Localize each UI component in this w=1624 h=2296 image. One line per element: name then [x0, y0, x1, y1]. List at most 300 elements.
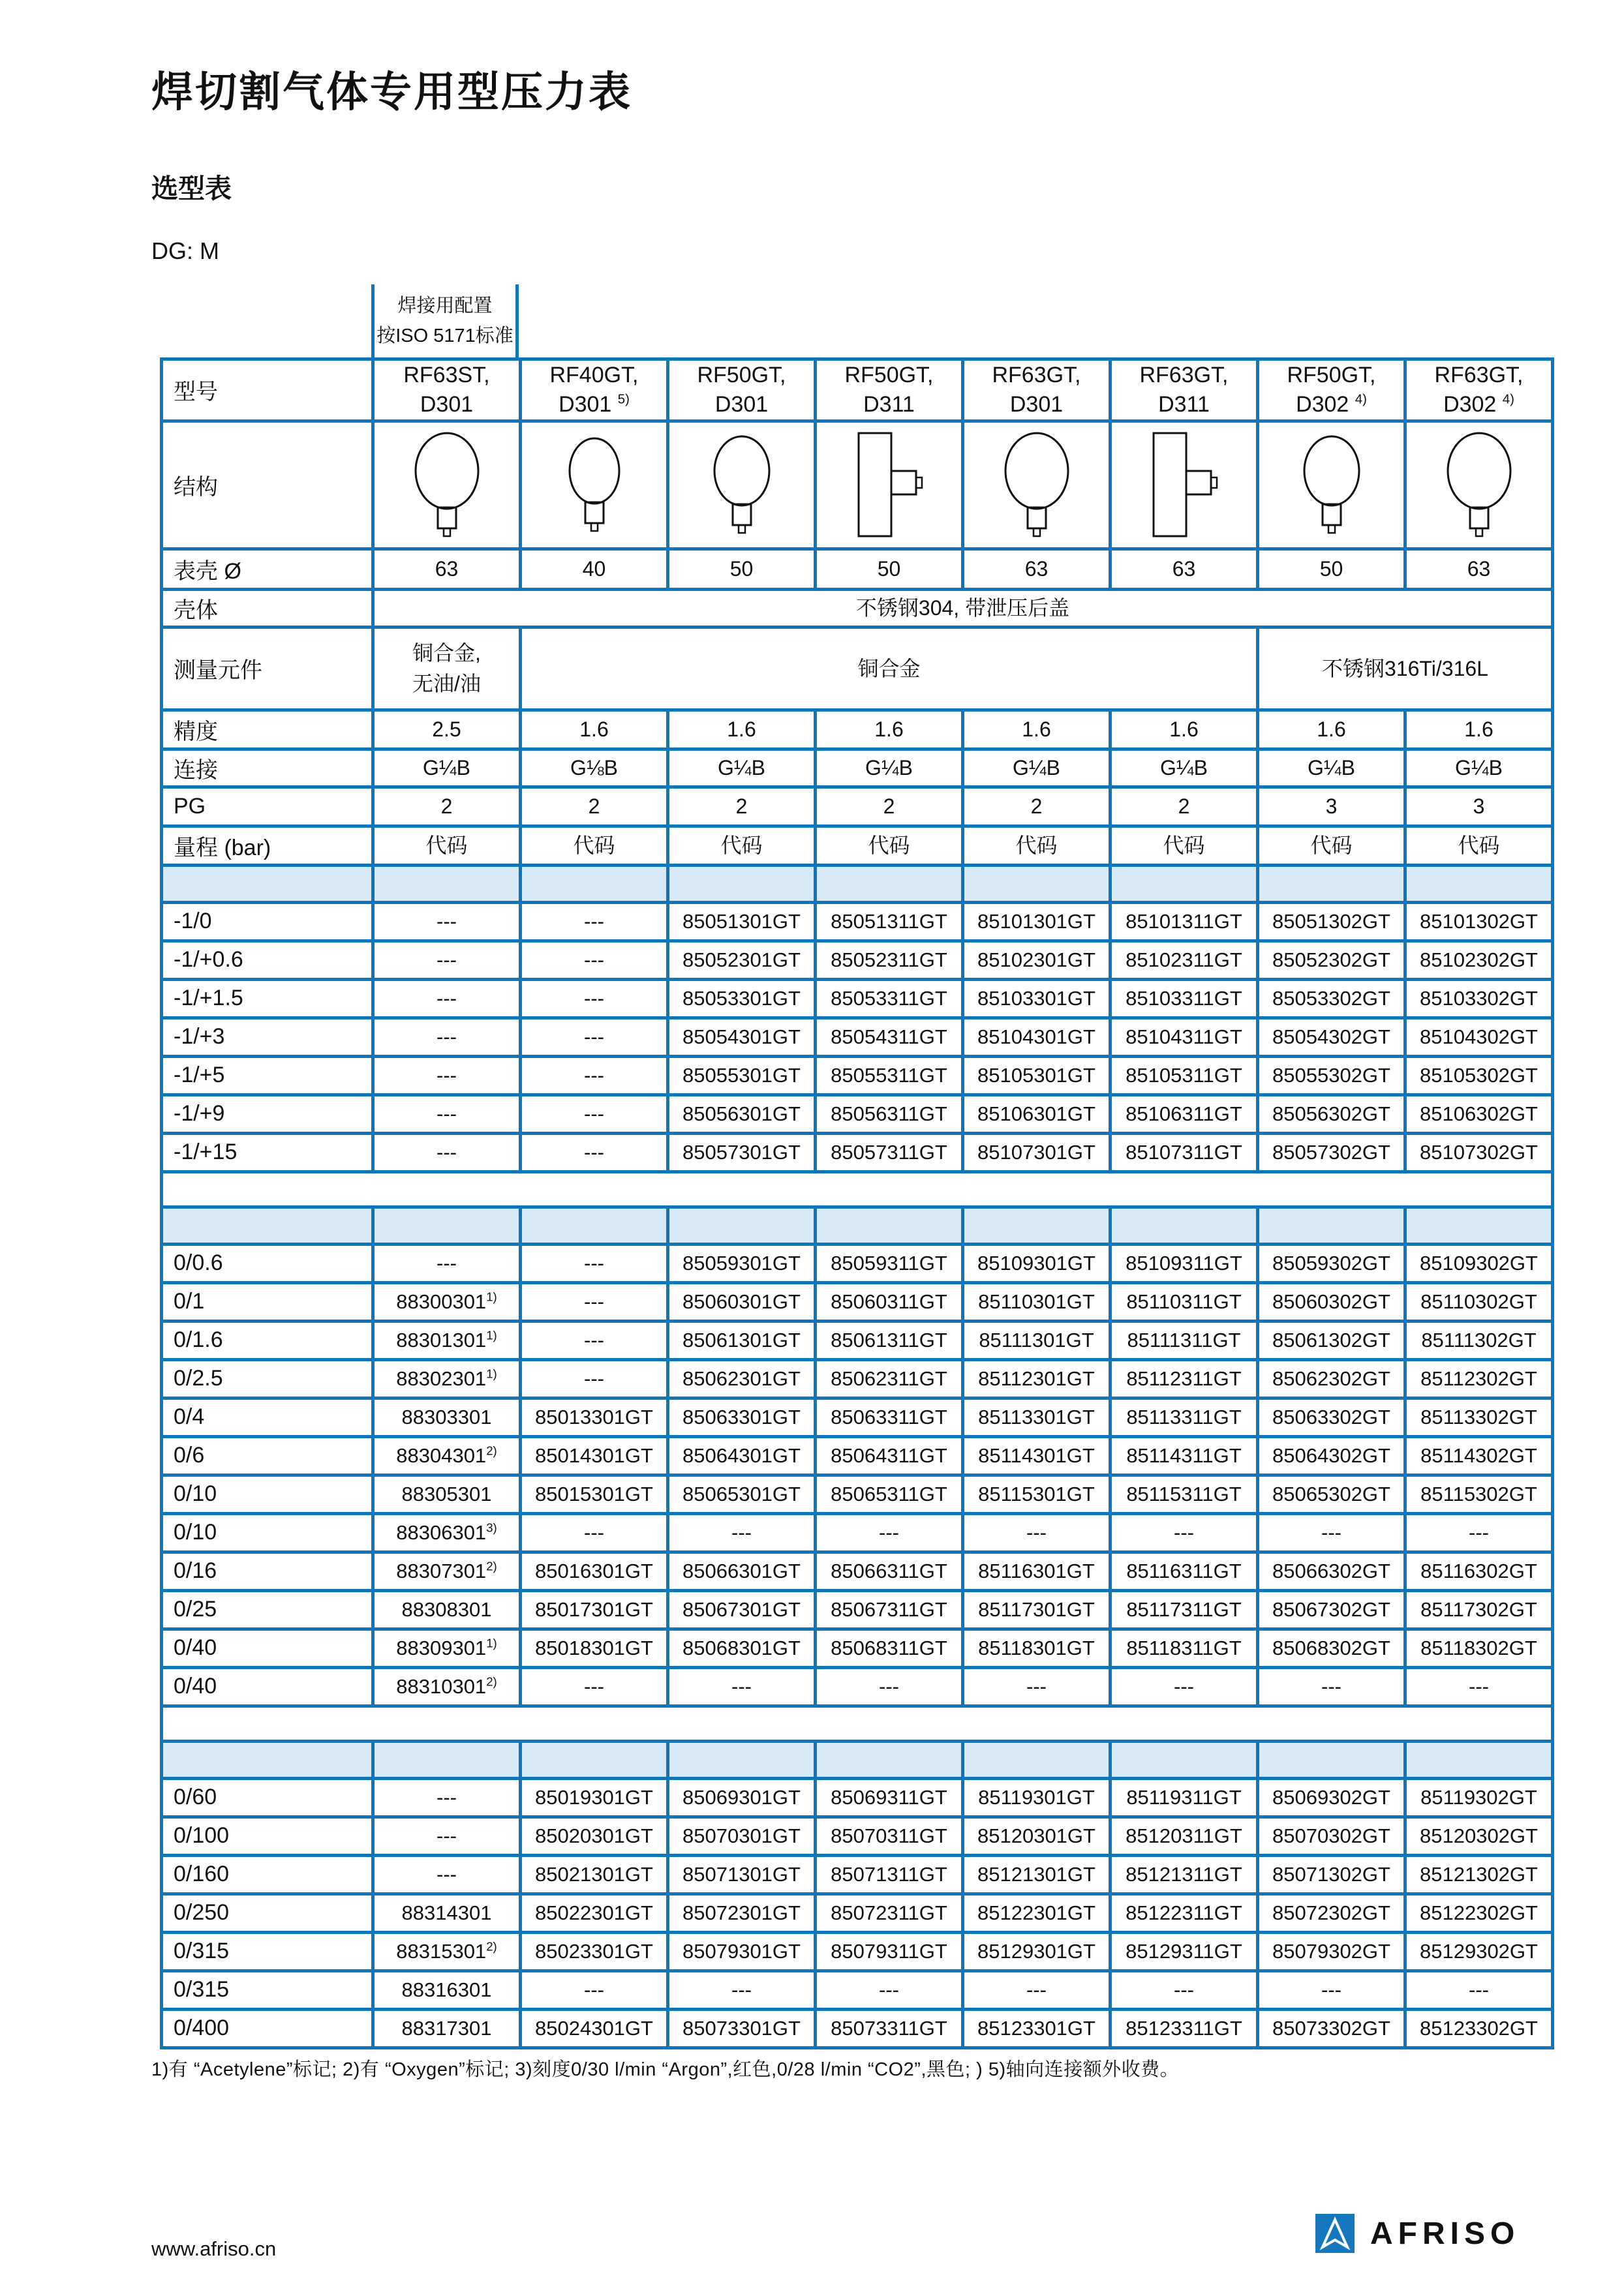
code-cell: 85105301GT: [963, 1056, 1111, 1095]
code-cell: ---: [373, 1817, 521, 1855]
code-cell: ---: [521, 941, 668, 979]
spec-row: [162, 787, 1553, 826]
spec-cell-merged: 铜合金: [521, 627, 1258, 710]
code-cell: 85017301GT: [521, 1590, 668, 1629]
spec-cell: G⅛B: [521, 749, 668, 787]
code-cell: 85024301GT: [521, 2009, 668, 2047]
code-cell: 85071302GT: [1258, 1855, 1405, 1894]
code-cell: 85051302GT: [1258, 902, 1405, 941]
code-cell: 85117301GT: [963, 1590, 1111, 1629]
brand-name: AFRISO: [1370, 2216, 1520, 2251]
code-cell: 85055311GT: [816, 1056, 963, 1095]
table-row: [162, 1778, 1553, 1817]
band-cell: [963, 1207, 1111, 1244]
table-row: [162, 1133, 1553, 1171]
afriso-arrow-icon: [1315, 2214, 1355, 2253]
code-cell: ---: [1111, 1971, 1258, 2009]
code-cell: 85052311GT: [816, 941, 963, 979]
spec-cell: 1.6: [521, 710, 668, 749]
structure-cell: [963, 421, 1111, 549]
code-cell: 88316301: [373, 1971, 521, 2009]
gauge-front-view-icon: [673, 425, 810, 544]
model-cell: RF63GT, D301: [963, 359, 1111, 421]
spec-cell: 代码: [1111, 826, 1258, 865]
gauge-front-view-icon: [1411, 425, 1548, 544]
band-cell: [373, 1741, 521, 1778]
table-row: [162, 1398, 1553, 1436]
range-cell: 0/0.6: [162, 1244, 373, 1282]
code-cell: 88305301: [373, 1475, 521, 1513]
band-cell: [162, 1741, 373, 1778]
code-cell: 85073311GT: [816, 2009, 963, 2047]
band-cell: [162, 865, 373, 902]
code-cell: 88315301$^{2)}$: [373, 1932, 521, 1971]
code-cell: 85053302GT: [1258, 979, 1405, 1018]
gauge-front-view-icon: [378, 425, 515, 544]
table-row: [162, 1552, 1553, 1590]
structure-cell: [521, 421, 668, 549]
table-row: [162, 1018, 1553, 1056]
code-cell: 85105311GT: [1111, 1056, 1258, 1095]
range-cell: -1/+5: [162, 1056, 373, 1095]
code-cell: 88308301: [373, 1590, 521, 1629]
spec-cell: 1.6: [963, 710, 1111, 749]
code-cell: 85054301GT: [668, 1018, 816, 1056]
range-cell: 0/100: [162, 1817, 373, 1855]
code-cell: ---: [1405, 1971, 1553, 2009]
code-cell: 85123302GT: [1405, 2009, 1553, 2047]
code-cell: ---: [1405, 1667, 1553, 1706]
structure-cell: [373, 421, 521, 549]
code-cell: ---: [521, 1359, 668, 1398]
code-cell: 85123301GT: [963, 2009, 1111, 2047]
table-row: [162, 1436, 1553, 1475]
structure-cell: [1405, 421, 1553, 549]
code-cell: 85072302GT: [1258, 1894, 1405, 1932]
band-cell: [1111, 865, 1258, 902]
code-cell: 88301301$^{1)}$: [373, 1321, 521, 1359]
spec-cell-merged: 不锈钢316Ti/316L: [1258, 627, 1553, 710]
range-cell: 0/6: [162, 1436, 373, 1475]
table-row: [162, 1667, 1553, 1706]
code-cell: 85051301GT: [668, 902, 816, 941]
code-cell: 85016301GT: [521, 1552, 668, 1590]
band-cell: [521, 1207, 668, 1244]
code-cell: ---: [1405, 1513, 1553, 1552]
band-cell: [816, 865, 963, 902]
welding-config-line2: 按ISO 5171标准: [376, 325, 513, 346]
code-cell: 85063311GT: [816, 1398, 963, 1436]
spec-row-label: 精度: [162, 710, 373, 749]
table-row: [162, 1629, 1553, 1667]
code-cell: 85117311GT: [1111, 1590, 1258, 1629]
code-cell: ---: [373, 1855, 521, 1894]
code-cell: 85059301GT: [668, 1244, 816, 1282]
spec-cell-merged: 铜合金, 无油/油: [373, 627, 521, 710]
band-cell: [816, 1741, 963, 1778]
table-row: [162, 1321, 1553, 1359]
code-cell: 85064311GT: [816, 1436, 963, 1475]
band-cell: [521, 1741, 668, 1778]
band-cell: [521, 865, 668, 902]
code-cell: ---: [373, 1244, 521, 1282]
model-cell: RF63ST, D301: [373, 359, 521, 421]
code-cell: 85114311GT: [1111, 1436, 1258, 1475]
code-cell: 85065301GT: [668, 1475, 816, 1513]
code-cell: 85115301GT: [963, 1475, 1111, 1513]
code-cell: 85101301GT: [963, 902, 1111, 941]
spec-row-label: PG: [162, 787, 373, 826]
spec-cell: 3: [1258, 787, 1405, 826]
code-cell: 85101302GT: [1405, 902, 1553, 941]
band-cell: [963, 865, 1111, 902]
code-cell: 85119311GT: [1111, 1778, 1258, 1817]
gauge-front-view-icon: [1263, 425, 1400, 544]
range-cell: 0/1.6: [162, 1321, 373, 1359]
code-cell: ---: [373, 1778, 521, 1817]
code-cell: ---: [963, 1667, 1111, 1706]
spec-cell: 2: [963, 787, 1111, 826]
code-cell: 88304301$^{2)}$: [373, 1436, 521, 1475]
code-cell: ---: [1258, 1513, 1405, 1552]
model-cell: RF40GT, D301 $^{5)}$: [521, 359, 668, 421]
code-cell: 88307301$^{2)}$: [373, 1552, 521, 1590]
table-row: [162, 1590, 1553, 1629]
structure-cell: [1258, 421, 1405, 549]
spec-cell: 代码: [963, 826, 1111, 865]
code-cell: 85054311GT: [816, 1018, 963, 1056]
code-cell: 85122311GT: [1111, 1894, 1258, 1932]
code-cell: 85051311GT: [816, 902, 963, 941]
band-cell: [963, 1741, 1111, 1778]
code-cell: 85067301GT: [668, 1590, 816, 1629]
spec-cell: 2: [521, 787, 668, 826]
code-cell: 88302301$^{1)}$: [373, 1359, 521, 1398]
code-cell: 85063302GT: [1258, 1398, 1405, 1436]
code-cell: 85056301GT: [668, 1095, 816, 1133]
code-cell: 85060302GT: [1258, 1282, 1405, 1321]
model-cell: RF63GT, D302 $^{4)}$: [1405, 359, 1553, 421]
spec-cell: 3: [1405, 787, 1553, 826]
code-cell: 85071301GT: [668, 1855, 816, 1894]
code-cell: 85070301GT: [668, 1817, 816, 1855]
range-cell: 0/400: [162, 2009, 373, 2047]
spec-cell: 2: [373, 787, 521, 826]
code-cell: 85022301GT: [521, 1894, 668, 1932]
code-cell: 85061311GT: [816, 1321, 963, 1359]
code-cell: 85020301GT: [521, 1817, 668, 1855]
spec-cell-merged: 不锈钢304, 带泄压后盖: [373, 589, 1553, 627]
code-cell: 85061302GT: [1258, 1321, 1405, 1359]
spec-row: [162, 710, 1553, 749]
table-row: [162, 1932, 1553, 1971]
spec-row-label: 量程 (bar): [162, 826, 373, 865]
code-cell: ---: [668, 1513, 816, 1552]
code-cell: 85068302GT: [1258, 1629, 1405, 1667]
code-cell: 85107302GT: [1405, 1133, 1553, 1171]
code-cell: 85109302GT: [1405, 1244, 1553, 1282]
model-cell: RF50GT, D311: [816, 359, 963, 421]
range-cell: 0/25: [162, 1590, 373, 1629]
code-cell: 85065311GT: [816, 1475, 963, 1513]
separator-row: [162, 1706, 1553, 1741]
code-cell: 85067311GT: [816, 1590, 963, 1629]
code-cell: ---: [373, 1095, 521, 1133]
code-cell: 88306301$^{3)}$: [373, 1513, 521, 1552]
code-cell: 85072301GT: [668, 1894, 816, 1932]
spec-cell: 1.6: [816, 710, 963, 749]
code-cell: ---: [373, 1018, 521, 1056]
code-cell: ---: [963, 1971, 1111, 2009]
code-cell: 85079302GT: [1258, 1932, 1405, 1971]
range-cell: 0/1: [162, 1282, 373, 1321]
spec-cell: 1.6: [1258, 710, 1405, 749]
code-cell: 85062302GT: [1258, 1359, 1405, 1398]
table-row: [162, 1359, 1553, 1398]
code-cell: 85073301GT: [668, 2009, 816, 2047]
code-cell: 85013301GT: [521, 1398, 668, 1436]
code-cell: 85117302GT: [1405, 1590, 1553, 1629]
range-cell: 0/10: [162, 1475, 373, 1513]
range-cell: 0/4: [162, 1398, 373, 1436]
code-cell: 85021301GT: [521, 1855, 668, 1894]
structure-row: [162, 421, 1553, 549]
row-label-structure: 结构: [162, 421, 373, 549]
range-cell: -1/+15: [162, 1133, 373, 1171]
band-cell: [162, 1207, 373, 1244]
code-cell: 85113302GT: [1405, 1398, 1553, 1436]
spec-cell: 代码: [816, 826, 963, 865]
code-cell: 85118311GT: [1111, 1629, 1258, 1667]
band-cell: [816, 1207, 963, 1244]
code-cell: 85110302GT: [1405, 1282, 1553, 1321]
spec-cell: 代码: [668, 826, 816, 865]
range-cell: -1/0: [162, 902, 373, 941]
code-cell: 85056302GT: [1258, 1095, 1405, 1133]
gauge-side-view-icon: [1116, 425, 1253, 544]
code-cell: ---: [521, 902, 668, 941]
code-cell: 85102311GT: [1111, 941, 1258, 979]
spec-cell: 40: [521, 549, 668, 589]
model-cell: RF50GT, D301: [668, 359, 816, 421]
band-cell: [668, 865, 816, 902]
code-cell: 85114302GT: [1405, 1436, 1553, 1475]
range-cell: 0/10: [162, 1513, 373, 1552]
range-cell: -1/+0.6: [162, 941, 373, 979]
spec-cell: 2: [668, 787, 816, 826]
code-cell: 85121301GT: [963, 1855, 1111, 1894]
model-cell: RF63GT, D311: [1111, 359, 1258, 421]
code-cell: 85068311GT: [816, 1629, 963, 1667]
range-cell: 0/315: [162, 1971, 373, 2009]
code-cell: 85069302GT: [1258, 1778, 1405, 1817]
code-cell: ---: [521, 1018, 668, 1056]
code-cell: 85104301GT: [963, 1018, 1111, 1056]
spec-cell: 63: [1111, 549, 1258, 589]
structure-cell: [816, 421, 963, 549]
spec-cell: G¼B: [963, 749, 1111, 787]
code-cell: ---: [668, 1667, 816, 1706]
code-cell: 85065302GT: [1258, 1475, 1405, 1513]
code-cell: 85060311GT: [816, 1282, 963, 1321]
code-cell: ---: [816, 1971, 963, 2009]
code-cell: ---: [816, 1513, 963, 1552]
range-cell: 0/2.5: [162, 1359, 373, 1398]
code-cell: ---: [1111, 1667, 1258, 1706]
code-cell: 85063301GT: [668, 1398, 816, 1436]
code-cell: 85069311GT: [816, 1778, 963, 1817]
code-cell: 85055301GT: [668, 1056, 816, 1095]
code-cell: 85112302GT: [1405, 1359, 1553, 1398]
code-cell: 85057302GT: [1258, 1133, 1405, 1171]
code-cell: ---: [521, 1095, 668, 1133]
brand-logo: [1315, 2214, 1520, 2253]
welding-config-note: [371, 284, 519, 357]
code-cell: 85118302GT: [1405, 1629, 1553, 1667]
model-header-row: [162, 359, 1553, 421]
code-cell: ---: [1111, 1513, 1258, 1552]
code-cell: 85113311GT: [1111, 1398, 1258, 1436]
code-cell: 85014301GT: [521, 1436, 668, 1475]
model-cell: RF50GT, D302 $^{4)}$: [1258, 359, 1405, 421]
code-cell: 85102302GT: [1405, 941, 1553, 979]
table-row: [162, 1855, 1553, 1894]
code-cell: 85079311GT: [816, 1932, 963, 1971]
code-cell: ---: [521, 1321, 668, 1359]
range-cell: -1/+3: [162, 1018, 373, 1056]
code-cell: ---: [1258, 1971, 1405, 2009]
code-cell: 88309301$^{1)}$: [373, 1629, 521, 1667]
code-cell: 85053311GT: [816, 979, 963, 1018]
code-cell: 85052301GT: [668, 941, 816, 979]
code-cell: 85066311GT: [816, 1552, 963, 1590]
code-cell: ---: [373, 1133, 521, 1171]
code-cell: 85023301GT: [521, 1932, 668, 1971]
range-cell: 0/16: [162, 1552, 373, 1590]
code-cell: 85073302GT: [1258, 2009, 1405, 2047]
band-row: [162, 865, 1553, 902]
code-cell: 85129311GT: [1111, 1932, 1258, 1971]
code-cell: ---: [373, 1056, 521, 1095]
range-cell: 0/60: [162, 1778, 373, 1817]
spec-row: [162, 749, 1553, 787]
code-cell: 85070311GT: [816, 1817, 963, 1855]
spec-cell: 50: [816, 549, 963, 589]
code-cell: ---: [373, 941, 521, 979]
range-cell: 0/160: [162, 1855, 373, 1894]
table-row: [162, 1095, 1553, 1133]
structure-cell: [668, 421, 816, 549]
code-cell: 85106302GT: [1405, 1095, 1553, 1133]
code-cell: 88300301$^{1)}$: [373, 1282, 521, 1321]
spec-cell: 1.6: [1111, 710, 1258, 749]
spec-cell: 代码: [521, 826, 668, 865]
spec-row: [162, 549, 1553, 589]
spec-cell: G¼B: [1405, 749, 1553, 787]
code-cell: 85057301GT: [668, 1133, 816, 1171]
code-cell: 85110311GT: [1111, 1282, 1258, 1321]
code-cell: 85103311GT: [1111, 979, 1258, 1018]
code-cell: 85122302GT: [1405, 1894, 1553, 1932]
code-cell: 85129302GT: [1405, 1932, 1553, 1971]
code-cell: 85111301GT: [963, 1321, 1111, 1359]
code-cell: 85052302GT: [1258, 941, 1405, 979]
spec-row-label: 表壳 Ø: [162, 549, 373, 589]
code-cell: 85064301GT: [668, 1436, 816, 1475]
band-cell: [1405, 1741, 1553, 1778]
band-row: [162, 1207, 1553, 1244]
band-cell: [1258, 1207, 1405, 1244]
code-cell: 85116311GT: [1111, 1552, 1258, 1590]
spec-cell: G¼B: [373, 749, 521, 787]
code-cell: 85119302GT: [1405, 1778, 1553, 1817]
band-cell: [373, 1207, 521, 1244]
footnotes: 1)有 “Acetylene”标记; 2)有 “Oxygen”标记; 3)刻度0/30 l/min “Argon”,红色,0/28 l/min “CO2”,黑色; ) 5)轴向连接额外收费。: [151, 2059, 1180, 2080]
code-cell: 85079301GT: [668, 1932, 816, 1971]
code-cell: 85121302GT: [1405, 1855, 1553, 1894]
code-cell: 85070302GT: [1258, 1817, 1405, 1855]
code-cell: ---: [521, 1667, 668, 1706]
range-cell: -1/+1.5: [162, 979, 373, 1018]
code-cell: 85059302GT: [1258, 1244, 1405, 1282]
code-cell: 85110301GT: [963, 1282, 1111, 1321]
spec-row-label: 连接: [162, 749, 373, 787]
table-row: [162, 902, 1553, 941]
code-cell: 85066301GT: [668, 1552, 816, 1590]
code-cell: 85057311GT: [816, 1133, 963, 1171]
code-cell: 88303301: [373, 1398, 521, 1436]
range-cell: 0/315: [162, 1932, 373, 1971]
band-cell: [1258, 1741, 1405, 1778]
code-cell: 85123311GT: [1111, 2009, 1258, 2047]
spec-cell: 50: [668, 549, 816, 589]
code-cell: 85060301GT: [668, 1282, 816, 1321]
spec-cell: 50: [1258, 549, 1405, 589]
code-cell: 88317301: [373, 2009, 521, 2047]
code-cell: 85115302GT: [1405, 1475, 1553, 1513]
table-row: [162, 2009, 1553, 2047]
code-cell: 85106311GT: [1111, 1095, 1258, 1133]
code-cell: 85015301GT: [521, 1475, 668, 1513]
range-cell: 0/40: [162, 1629, 373, 1667]
gauge-front-view-icon: [968, 425, 1105, 544]
code-cell: 85129301GT: [963, 1932, 1111, 1971]
code-cell: 85113301GT: [963, 1398, 1111, 1436]
spec-cell: 2: [1111, 787, 1258, 826]
code-cell: 85104311GT: [1111, 1018, 1258, 1056]
spec-cell: 1.6: [1405, 710, 1553, 749]
code-cell: 85115311GT: [1111, 1475, 1258, 1513]
gauge-side-view-icon: [821, 425, 958, 544]
spec-cell: 代码: [1405, 826, 1553, 865]
code-cell: ---: [1258, 1667, 1405, 1706]
code-cell: ---: [521, 1971, 668, 2009]
spec-cell: 1.6: [668, 710, 816, 749]
table-row: [162, 941, 1553, 979]
code-cell: 85053301GT: [668, 979, 816, 1018]
range-cell: 0/40: [162, 1667, 373, 1706]
code-cell: 85105302GT: [1405, 1056, 1553, 1095]
spec-cell: G¼B: [816, 749, 963, 787]
code-cell: 85068301GT: [668, 1629, 816, 1667]
welding-config-line1: 焊接用配置: [397, 295, 493, 316]
code-cell: 85059311GT: [816, 1244, 963, 1282]
page-title: 焊切割气体专用型压力表: [151, 68, 632, 115]
table-row: [162, 979, 1553, 1018]
band-cell: [1405, 865, 1553, 902]
code-cell: 85112311GT: [1111, 1359, 1258, 1398]
separator-cell: [162, 1706, 1553, 1741]
